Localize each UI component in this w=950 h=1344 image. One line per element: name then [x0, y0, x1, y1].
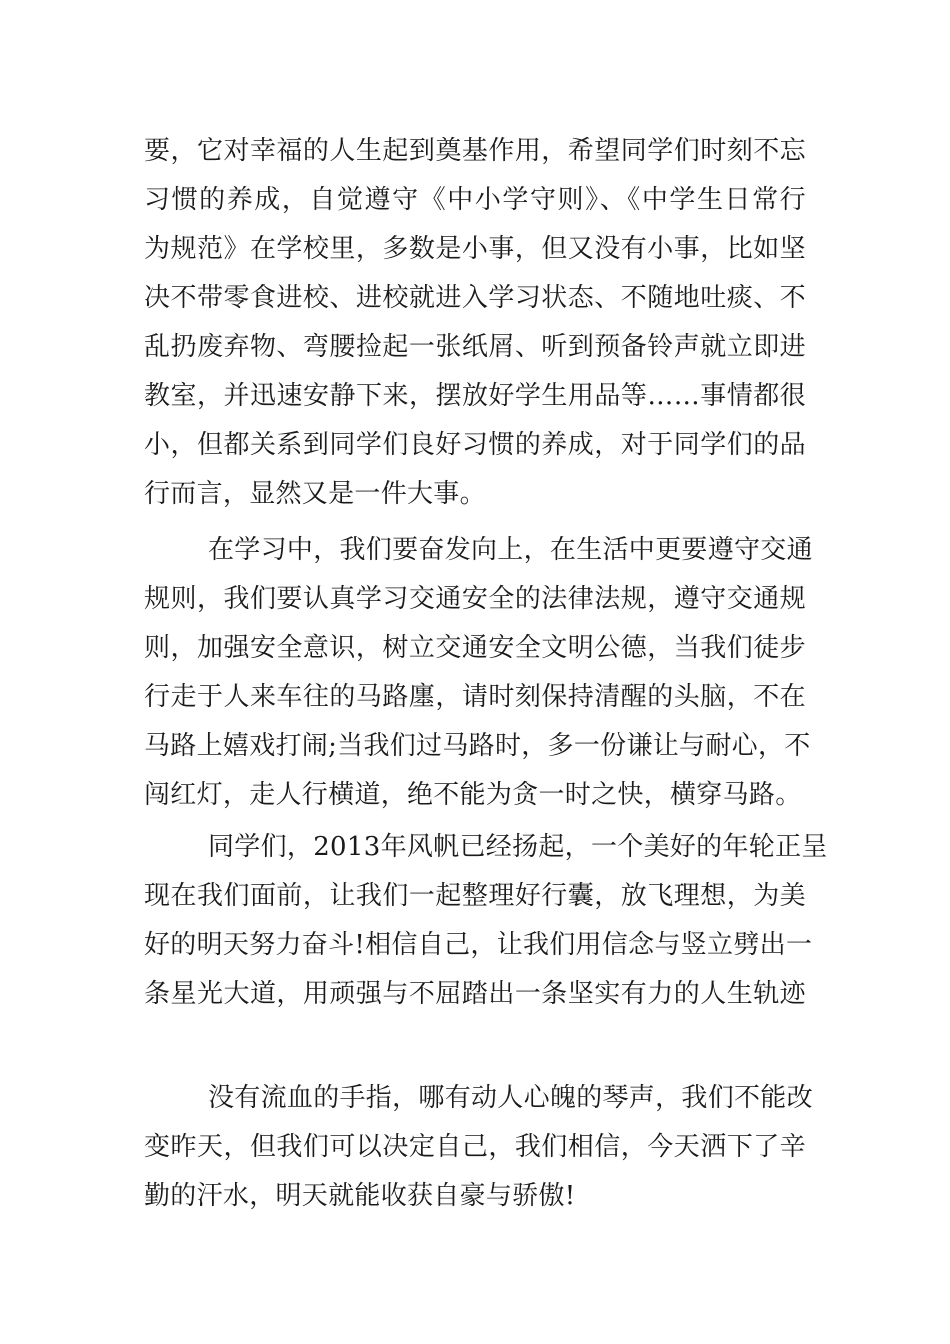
text-line: 决不带零食进校、进校就进入学习状态、不随地吐痰、不: [144, 283, 806, 313]
text-line: 行而言，显然又是一件大事。: [144, 479, 486, 509]
text-line: 习惯的养成，自觉遵守《中小学守则》、《中学生日常行: [144, 185, 806, 215]
text-line: 马路上嬉戏打闹;当我们过马路时，多一份谦让与耐心，不: [144, 731, 811, 761]
paragraph-first-line: 没有流血的手指，哪有动人心魄的琴声，我们不能改: [208, 1083, 813, 1113]
text-line: 变昨天，但我们可以决定自己，我们相信，今天洒下了辛: [144, 1132, 806, 1162]
text-line: 教室，并迅速安静下来，摆放好学生用品等……事情都很: [144, 381, 806, 411]
text-line: 现在我们面前，让我们一起整理好行囊，放飞理想，为美: [144, 881, 806, 911]
paragraph-first-line: 同学们，2013年风帆已经扬起，一个美好的年轮正呈: [208, 832, 828, 862]
text-line: 行走于人来车往的马路廛，请时刻保持清醒的头脑，不在: [144, 682, 806, 712]
text-line: 好的明天努力奋斗!相信自己，让我们用信念与竖立劈出一: [144, 930, 813, 960]
text-line: 为规范》在学校里，多数是小事，但又没有小事，比如坚: [144, 234, 806, 264]
text-line: 乱扔废弃物、弯腰捡起一张纸屑、听到预备铃声就立即进: [144, 332, 806, 362]
text-line: 要，它对幸福的人生起到奠基作用，希望同学们时刻不忘: [144, 136, 806, 166]
text-line: 则，加强安全意识，树立交通安全文明公德，当我们徒步: [144, 633, 806, 663]
text-line: 规则，我们要认真学习交通安全的法律法规，遵守交通规: [144, 584, 806, 614]
text-line: 闯红灯，走人行横道，绝不能为贪一时之快，横穿马路。: [144, 780, 802, 810]
text-line: 勤的汗水，明天就能收获自豪与骄傲!: [144, 1181, 576, 1211]
text-line: 条星光大道，用顽强与不屈踏出一条坚实有力的人生轨迹: [144, 979, 806, 1009]
paragraph-first-line: 在学习中，我们要奋发向上，在生活中更要遵守交通: [208, 535, 813, 565]
text-line: 小，但都关系到同学们良好习惯的养成，对于同学们的品: [144, 430, 806, 460]
